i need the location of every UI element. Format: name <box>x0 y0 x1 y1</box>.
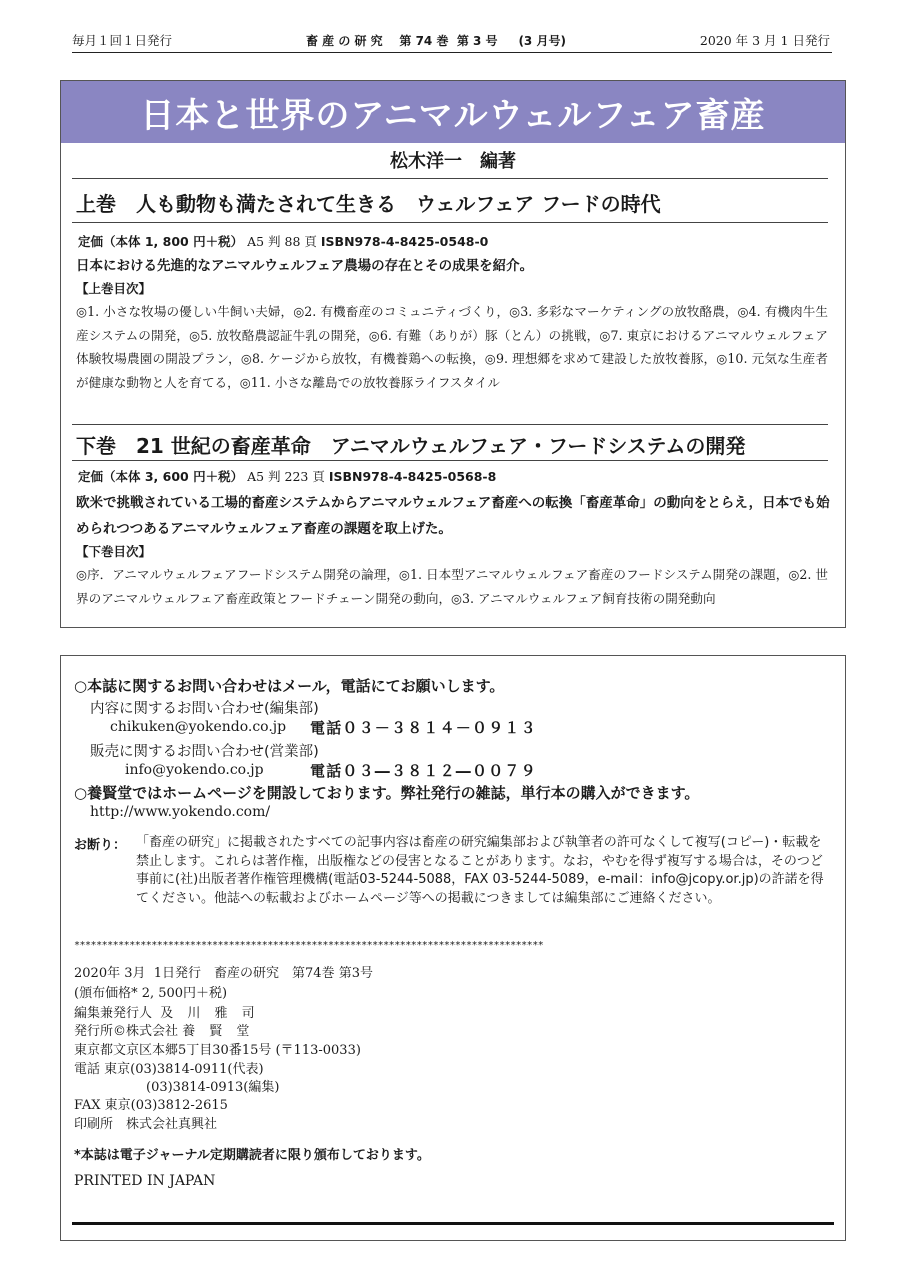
lower-specs: A5 判 223 頁 <box>247 469 325 484</box>
upper-price: 定価（本体 1, 800 円＋税） <box>78 234 244 249</box>
colophon-publisher <box>74 1020 254 1039</box>
lower-price: 定価（本体 3, 600 円＋税） <box>78 469 244 484</box>
journal-info <box>306 32 566 49</box>
editor-label: 編集兼発行人 <box>74 1006 153 1021</box>
lower-description: 欧米で挑戦されている工場的畜産システムからアニマルウェルフェア畜産への転換「畜産革命」の動向をとらえ，日本でも始められつつあるアニマルウェルフェア畜産の課題を取上げた。 <box>76 495 830 537</box>
ad-title: 日本と世界のアニマルウェルフェア畜産 <box>61 81 845 143</box>
notice-label: お断り： <box>74 838 127 853</box>
volume-number: 第 74 巻 <box>399 33 449 48</box>
colophon-fax: FAX 東京(03)3812-2615 <box>74 1098 228 1113</box>
issue-number: 第 3 号 <box>456 33 498 48</box>
colophon-price: (頒布価格* 2, 500円＋税) <box>74 986 228 1001</box>
ad-author: 松木洋一 編著 <box>390 151 516 172</box>
lower-volume-title: 下巻 21 世紀の畜産革命 アニマルウェルフェア・フードシステムの開発 <box>76 434 746 458</box>
upper-isbn: ISBN978-4-8425-0548-0 <box>320 234 489 249</box>
homepage-url-link[interactable]: http://www.yokendo.com/ <box>90 804 271 820</box>
sales-email-link[interactable]: info@yokendo.co.jp <box>125 762 264 778</box>
publication-date: 2020 年 3 月 1 日発行 <box>699 33 830 48</box>
lower-isbn: ISBN978-4-8425-0568-8 <box>328 469 497 484</box>
upper-description: 日本における先進的なアニマルウェルフェア農場の存在とその成果を紹介。 <box>76 258 534 274</box>
lower-price-line <box>78 467 496 485</box>
colophon-tel-main: 電話 東京(03)3814-0911(代表) <box>74 1062 264 1077</box>
publisher-name: 養 賢 堂 <box>182 1024 255 1039</box>
separator-stars: ************************************************************************************* <box>74 940 544 951</box>
lower-toc: ◎序．アニマルウェルフェアフードシステム開発の論理，◎1. 日本型アニマルウェルフェア畜産のフードシステム開発の課題，◎2. 世界のアニマルウェルフェア畜産政策とフードチェーン開発の動向，◎3. アニマルウェルフェア飼育技術の開発動向 <box>76 567 828 606</box>
footer-rule <box>72 1222 834 1225</box>
upper-volume-rule-bottom <box>72 222 828 223</box>
lower-toc-label: 【下巻目次】 <box>76 544 152 559</box>
journal-name: 畜 産 の 研 究 <box>305 33 383 48</box>
content-inquiry-label: 内容に関するお問い合わせ(編集部) <box>90 701 319 717</box>
homepage-notice: ○養賢堂ではホームページを開設しております。弊社発行の雑誌，単行本の購入ができます。 <box>74 784 700 802</box>
upper-price-line <box>78 232 488 250</box>
colophon-issue-line: 2020年 3月 1日発行 畜産の研究 第74巻 第3号 <box>74 966 373 981</box>
sales-phone: 電話０３―３８１２―００７９ <box>310 762 537 780</box>
upper-specs: A5 判 88 頁 <box>247 234 317 249</box>
lower-volume-rule-bottom <box>72 460 828 461</box>
colophon-address: 東京都文京区本郷5丁目30番15号 (〒113-0033) <box>74 1043 361 1058</box>
upper-toc-label: 【上巻目次】 <box>76 281 152 296</box>
copyright-notice: 「畜産の研究」に掲載されたすべての記事内容は畜産の研究編集部および執筆者の許可なくして複写(コピー)・転載を禁止します。これらは著作権，出版権などの侵害となることがあります。なお，やむを得ず複写する場合は，そのつど事前に(社)出版者著作権管理機構(電話03-5244-5088，FAX 03-5244-5089，e-mail：info@jcopy.or.jp)の許諾を得てください。他誌への転載およびホームページ等への掲載につきましては編集部にご連絡ください。 <box>136 835 824 906</box>
content-phone: 電話０３－３８１４－０９１３ <box>310 719 537 737</box>
content-email-link[interactable]: chikuken@yokendo.co.jp <box>110 719 287 735</box>
publisher-label: 発行所©株式会社 <box>74 1024 179 1039</box>
upper-volume-title: 上巻 人も動物も満たされて生きる ウェルフェア フードの時代 <box>76 192 661 216</box>
contact-heading: ○本誌に関するお問い合わせはメール，電話にてお願いします。 <box>74 677 505 695</box>
editor-name: 及 川 雅 司 <box>160 1006 260 1021</box>
issue-month: (3 月号) <box>518 33 566 48</box>
header-rule <box>72 52 832 53</box>
printed-in-japan: PRINTED IN JAPAN <box>74 1173 216 1189</box>
running-header <box>72 30 830 50</box>
issue-frequency: 毎月１回１日発行 <box>72 33 173 48</box>
sales-inquiry-label: 販売に関するお問い合わせ(営業部) <box>90 744 319 760</box>
upper-volume-rule <box>72 178 828 179</box>
colophon-tel-editorial: (03)3814-0913(編集) <box>146 1080 280 1095</box>
lower-volume-rule <box>72 424 828 425</box>
colophon-printer: 印刷所 株式会社真興社 <box>74 1117 218 1132</box>
upper-toc: ◎1. 小さな牧場の優しい牛飼い夫婦，◎2. 有機畜産のコミュニティづくり，◎3. 多彩なマーケティングの放牧酪農，◎4. 有機肉牛生産システムの開発，◎5. 放牧酪農認証牛乳の開発，◎6. 有難（ありが）豚（とん）の挑戦，◎7. 東京におけるアニマルウェルフェア体験牧場農園の開設プラン，◎8. ケージから放牧，有機養鶏への転換，◎9. 理想郷を求めて建設した放牧養豚，◎10. 元気な生産者が健康な動物と人を育てる，◎11. 小さな離島での放牧養豚ライフスタイル <box>76 304 828 390</box>
colophon-editor <box>74 1002 260 1021</box>
distribution-note: *本誌は電子ジャーナル定期購読者に限り頒布しております。 <box>74 1148 430 1163</box>
